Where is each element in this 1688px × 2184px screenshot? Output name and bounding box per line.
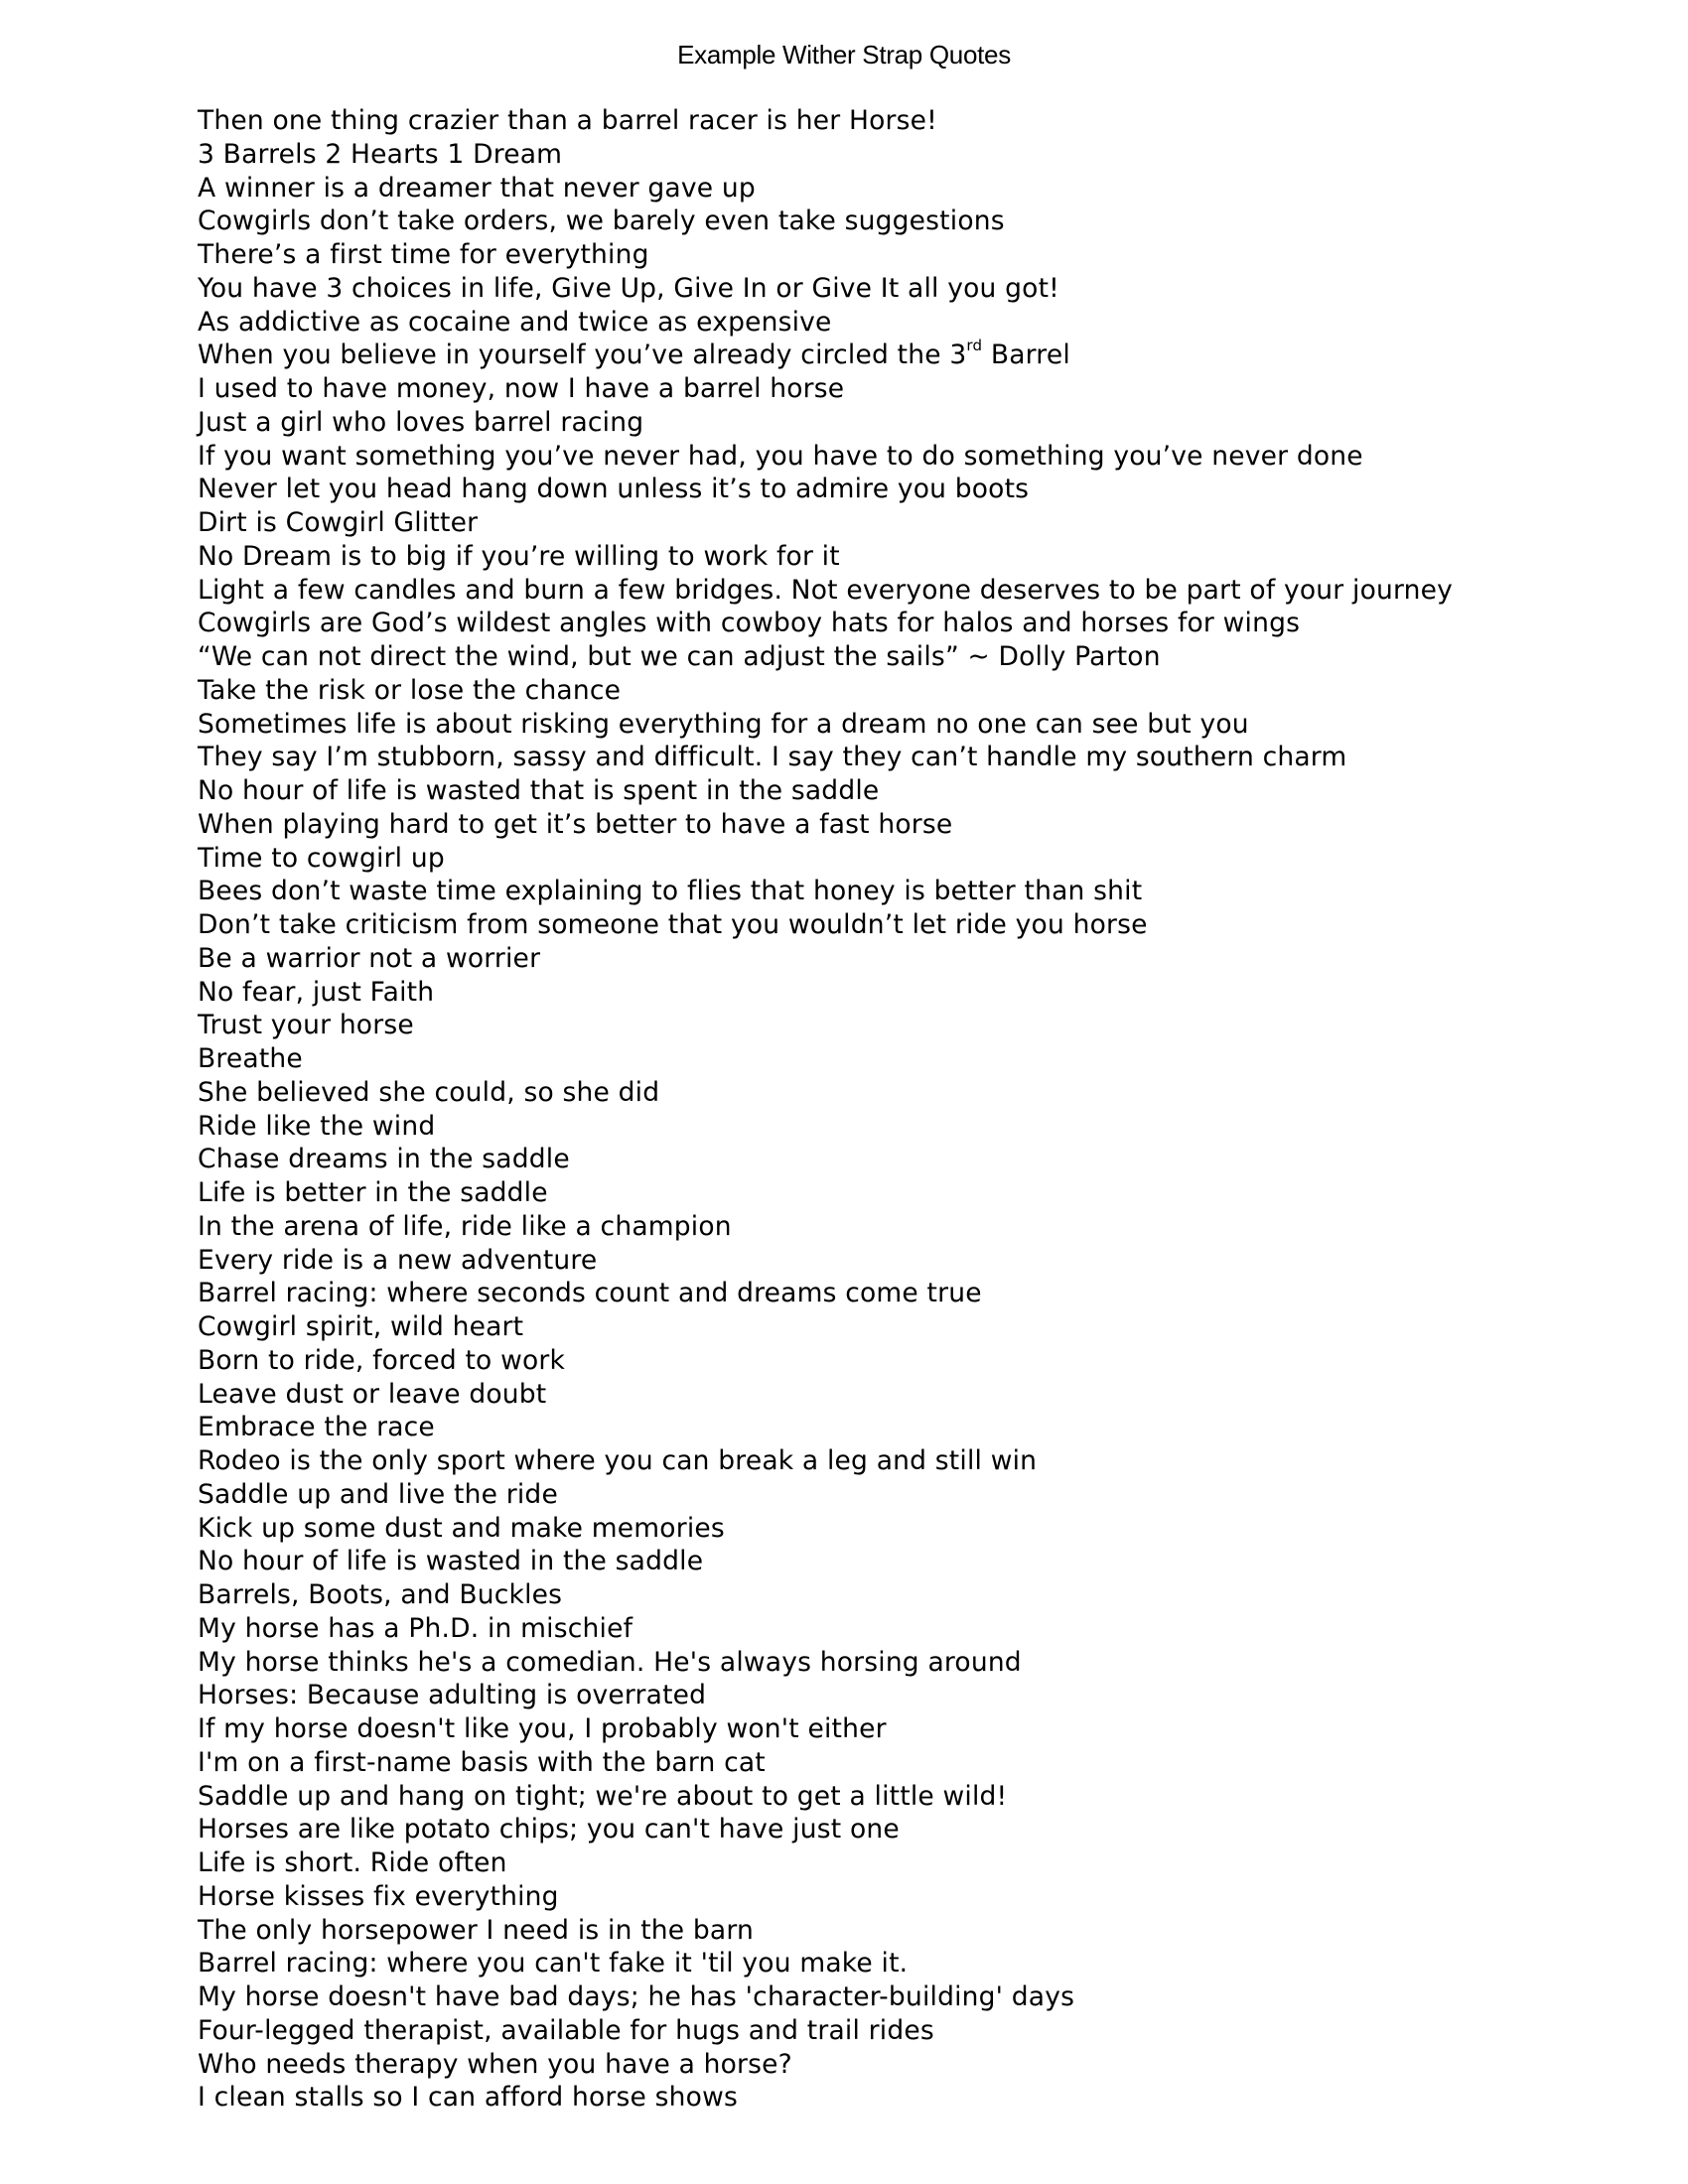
quote-line: No fear, just Faith	[198, 976, 435, 1008]
quote-line: Ride like the wind	[198, 1110, 436, 1142]
quote-line: Take the risk or lose the chance	[198, 674, 622, 706]
quote-line: Just a girl who loves barrel racing	[198, 406, 644, 438]
quote-line: Then one thing crazier than a barrel racer is her Horse!	[198, 105, 937, 136]
quote-line: If my horse doesn't like you, I probably won't either	[198, 1713, 887, 1744]
quote-line: The only horsepower I need is in the barn	[198, 1914, 754, 1946]
quote-line: Born to ride, forced to work	[198, 1344, 566, 1376]
quote-line: I used to have money, now I have a barrel horse	[198, 373, 845, 404]
quote-line: Never let you head hang down unless it’s to admire you boots	[198, 474, 1030, 505]
quote-line: Life is better in the saddle	[198, 1177, 548, 1208]
quote-line: Horses: Because adulting is overrated	[198, 1680, 707, 1711]
quote-line: Cowgirls don’t take orders, we barely even take suggestions	[198, 205, 1005, 237]
quote-line: In the arena of life, ride like a champion	[198, 1210, 732, 1242]
quote-line: Horses are like potato chips; you can't have just one	[198, 1814, 900, 1845]
page-title: Example Wither Strap Quotes	[677, 40, 1011, 69]
quote-line: Barrel racing: where you can't fake it 'til you make it.	[198, 1948, 909, 1979]
quote-line: My horse has a Ph.D. in mischief	[198, 1612, 633, 1644]
quote-line: Dirt is Cowgirl Glitter	[198, 507, 479, 538]
quote-line: Leave dust or leave doubt	[198, 1378, 547, 1410]
quote-line: Saddle up and live the ride	[198, 1478, 558, 1510]
quote-line: No hour of life is wasted that is spent in the saddle	[198, 775, 880, 806]
quote-line: 3 Barrels 2 Hearts 1 Dream	[198, 138, 563, 170]
quote-line: Rodeo is the only sport where you can break a leg and still win	[198, 1445, 1038, 1476]
quote-line: They say I’m stubborn, sassy and difficult. I say they can’t handle my southern charm	[198, 742, 1347, 773]
quote-line: Light a few candles and burn a few bridges. Not everyone deserves to be part of your journey	[198, 574, 1453, 606]
quote-line: No hour of life is wasted in the saddle	[198, 1546, 704, 1577]
quote-line: Barrels, Boots, and Buckles	[198, 1579, 563, 1610]
quote-line: No Dream is to big if you’re willing to work for it	[198, 540, 840, 572]
quote-line: I'm on a first-name basis with the barn cat	[198, 1746, 766, 1778]
quote-line: Life is short. Ride often	[198, 1847, 507, 1878]
quote-line: When playing hard to get it’s better to have a fast horse	[198, 808, 953, 840]
quote-line: My horse thinks he's a comedian. He's always horsing around	[198, 1646, 1022, 1678]
quote-line: Trust your horse	[198, 1010, 414, 1041]
ordinal-suffix: rd	[966, 337, 983, 355]
quote-line: Barrel racing: where seconds count and dreams come true	[198, 1278, 982, 1309]
quote-line: Cowgirls are God’s wildest angles with cowboy hats for halos and horses for wings	[198, 608, 1301, 639]
quote-line: Horse kisses fix everything	[198, 1880, 559, 1912]
quote-line: Don’t take criticism from someone that you wouldn’t let ride you horse	[198, 909, 1148, 940]
quote-line: Saddle up and hang on tight; we're about to get a little wild!	[198, 1780, 1008, 1812]
quote-line: Cowgirl spirit, wild heart	[198, 1311, 524, 1342]
quote-line: Every ride is a new adventure	[198, 1244, 598, 1276]
quote-line: My horse doesn't have bad days; he has 'character-building' days	[198, 1981, 1075, 2012]
quote-line: If you want something you’ve never had, you have to do something you’ve never done	[198, 440, 1363, 472]
quote-line: Be a warrior not a worrier	[198, 942, 541, 974]
quote-list	[198, 104, 1453, 2115]
quote-line: She believed she could, so she did	[198, 1076, 660, 1108]
quote-line: You have 3 choices in life, Give Up, Give In or Give It all you got!	[198, 272, 1059, 304]
quote-line: Embrace the race	[198, 1412, 435, 1443]
quote-line: Who needs therapy when you have a horse?	[198, 2048, 792, 2080]
quote-line: Sometimes life is about risking everything for a dream no one can see but you	[198, 708, 1249, 740]
quote-line: I clean stalls so I can afford horse shows	[198, 2082, 738, 2114]
quote-line: Chase dreams in the saddle	[198, 1144, 570, 1175]
quote-line: A winner is a dreamer that never gave up	[198, 172, 756, 204]
quote-line: When you believe in yourself you’ve already circled the 3rd Barrel	[198, 337, 1070, 371]
quote-line: Kick up some dust and make memories	[198, 1512, 725, 1544]
quote-line: Four-legged therapist, available for hugs and trail rides	[198, 2014, 934, 2046]
quote-line: “We can not direct the wind, but we can adjust the sails” ~ Dolly Parton	[198, 641, 1161, 672]
quote-line: Time to cowgirl up	[198, 842, 445, 874]
quote-line: As addictive as cocaine and twice as expensive	[198, 306, 832, 338]
quote-line: Bees don’t waste time explaining to flies that honey is better than shit	[198, 876, 1143, 907]
quote-line: There’s a first time for everything	[198, 239, 649, 270]
quote-line: Breathe	[198, 1043, 303, 1074]
